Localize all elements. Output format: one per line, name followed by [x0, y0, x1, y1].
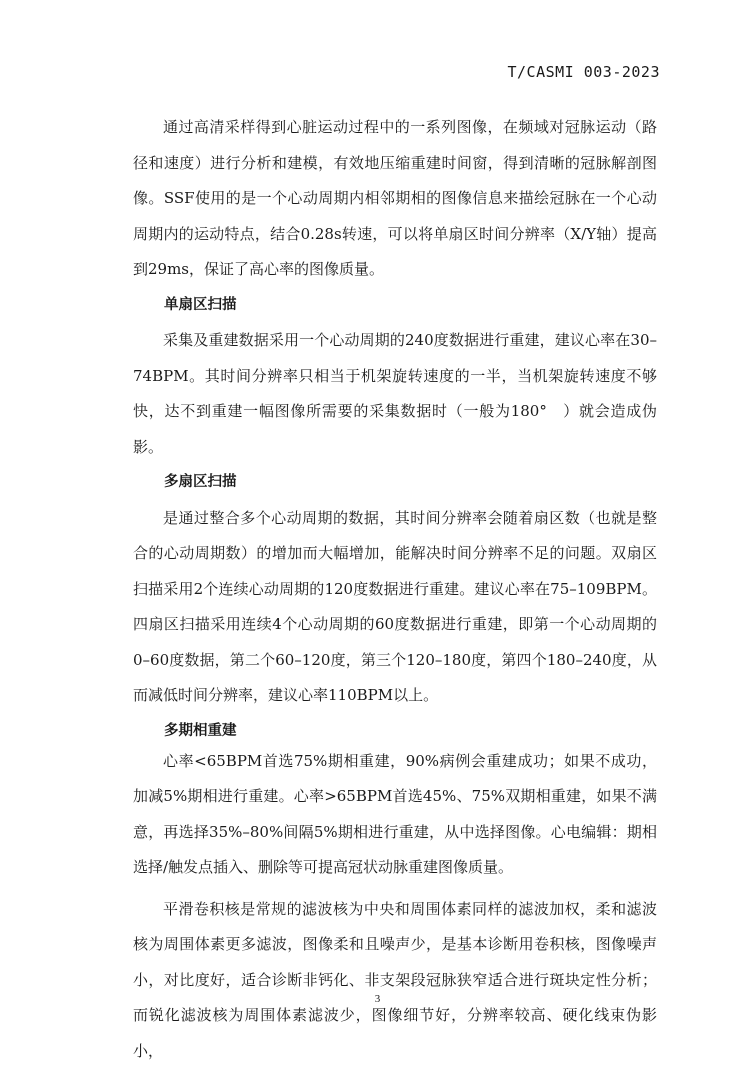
paragraph-single-sector: 采集及重建数据采用一个心动周期的240度数据进行重建，建议心率在30–74BPM。其时间分辨率只相当于机架旋转速度的一半，当机架旋转速度不够快，达不到重建一幅图像所需要的采集数据时（一般为180° ）就会造成伪影。	[133, 323, 657, 465]
document-body	[133, 110, 657, 1069]
heading-multi-phase: 多期相重建	[133, 718, 657, 744]
standard-code: T/CASMI 003-2023	[508, 63, 661, 81]
paragraph-convolution-kernel: 平滑卷积核是常规的滤波核为中央和周围体素同样的滤波加权，柔和滤波核为周围体素更多滤波，图像柔和且噪声少，是基本诊断用卷积核，图像噪声小，对比度好，适合诊断非钙化、非支架段冠脉狭窄适合进行斑块定性分析；而锐化滤波核为周围体素滤波少，图像细节好，分辨率较高、硬化线束伪影小，	[133, 892, 657, 1069]
paragraph-multi-phase: 心率<65BPM首选75%期相重建，90%病例会重建成功；如果不成功，加减5%期相进行重建。心率>65BPM首选45%、75%双期相重建，如果不满意，再选择35%–80%间隔5%期相进行重建，从中选择图像。心电编辑：期相选择/触发点插入、删除等可提高冠状动脉重建图像质量。	[133, 744, 657, 886]
heading-single-sector: 单扇区扫描	[133, 288, 657, 324]
page-number: 3	[0, 993, 755, 1005]
heading-multi-sector: 多扇区扫描	[133, 465, 657, 501]
paragraph-ssf-intro: 通过高清采样得到心脏运动过程中的一系列图像，在频域对冠脉运动（路径和速度）进行分析和建模，有效地压缩重建时间窗，得到清晰的冠脉解剖图像。SSF使用的是一个心动周期内相邻期相的图像信息来描绘冠脉在一个心动周期内的运动特点，结合0.28s转速，可以将单扇区时间分辨率（X/Y轴）提高到29ms，保证了高心率的图像质量。	[133, 110, 657, 288]
paragraph-multi-sector: 是通过整合多个心动周期的数据，其时间分辨率会随着扇区数（也就是整合的心动周期数）的增加而大幅增加，能解决时间分辨率不足的问题。双扇区扫描采用2个连续心动周期的120度数据进行重建。建议心率在75–109BPM。四扇区扫描采用连续4个心动周期的60度数据进行重建，即第一个心动周期的0–60度数据，第二个60–120度，第三个120–180度，第四个180–240度，从而减低时间分辨率，建议心率110BPM以上。	[133, 501, 657, 714]
